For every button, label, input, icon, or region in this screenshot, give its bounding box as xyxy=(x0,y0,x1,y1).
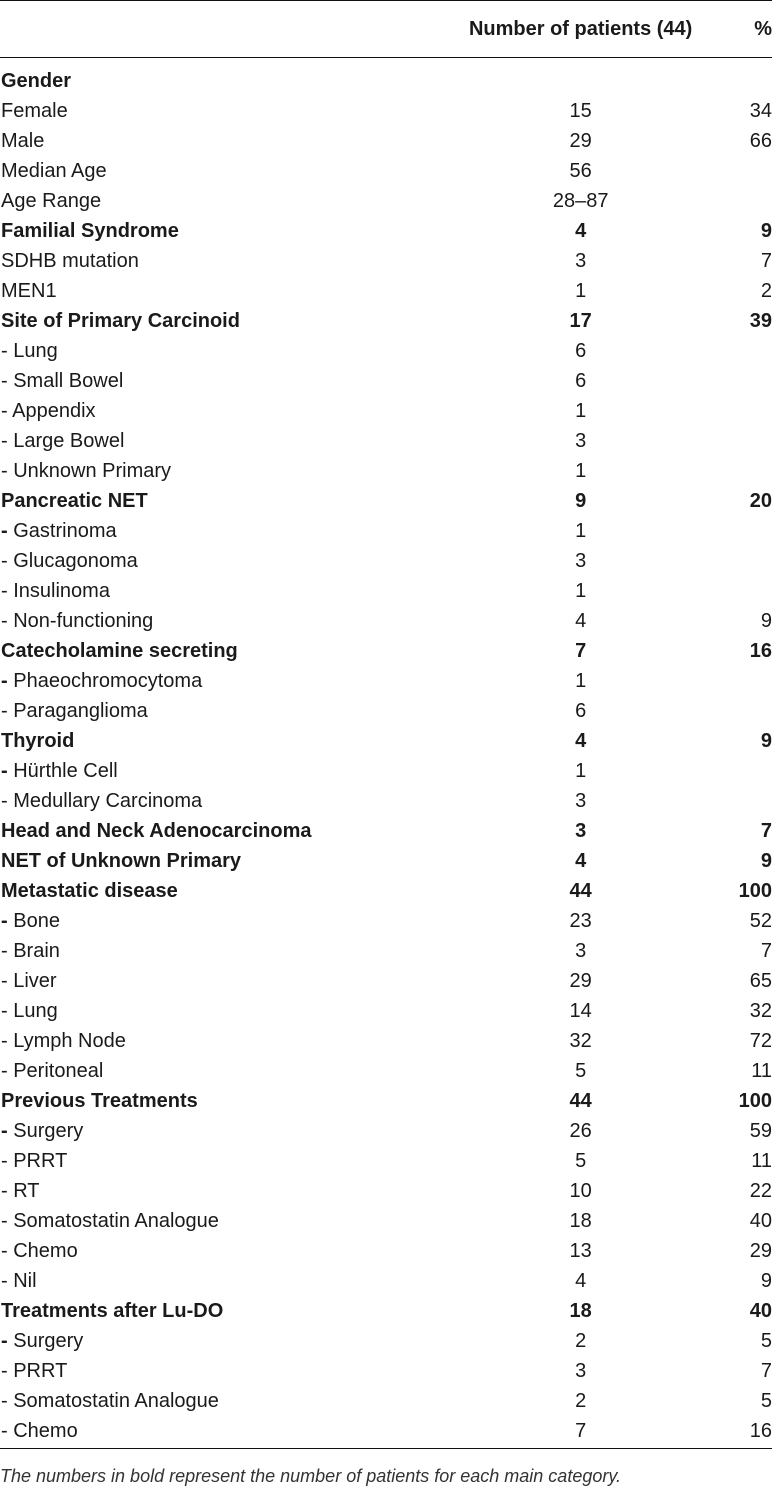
row-number-of-patients: 3 xyxy=(575,429,587,452)
row-number-of-patients: 17 xyxy=(569,309,592,332)
row-label: Catecholamine secreting xyxy=(1,639,238,662)
row-label: - Nil xyxy=(1,1269,37,1292)
row-label: - Lung xyxy=(1,999,58,1022)
row-label: - Hürthle Cell xyxy=(1,759,118,782)
row-number-of-patients: 6 xyxy=(575,699,587,722)
row-label: - Brain xyxy=(1,939,60,962)
table-row xyxy=(0,396,772,426)
table-row xyxy=(0,996,772,1026)
table-row xyxy=(0,1386,772,1416)
table-footnote: The numbers in bold represent the number of patients for each main category. xyxy=(0,1466,622,1486)
table-row xyxy=(0,786,772,816)
row-label: - Unknown Primary xyxy=(1,459,172,482)
bottom-rule xyxy=(0,1448,772,1449)
table-row xyxy=(0,966,772,996)
row-number-of-patients: 44 xyxy=(569,1089,592,1112)
row-label: NET of Unknown Primary xyxy=(1,849,242,872)
row-label: Median Age xyxy=(1,159,107,182)
row-percent: 5 xyxy=(760,1329,772,1352)
row-label: Female xyxy=(1,99,68,122)
row-number-of-patients: 15 xyxy=(569,99,592,122)
row-number-of-patients: 5 xyxy=(575,1149,587,1172)
row-number-of-patients: 2 xyxy=(575,1329,587,1352)
table-row xyxy=(0,276,772,306)
row-number-of-patients: 3 xyxy=(575,1359,587,1382)
row-label: Head and Neck Adenocarcinoma xyxy=(1,819,312,842)
table-row xyxy=(0,756,772,786)
table-row-category xyxy=(0,726,772,756)
table-row-category xyxy=(0,876,772,906)
row-label: Thyroid xyxy=(1,729,75,752)
bold-dash: - xyxy=(1,1329,8,1352)
table-row xyxy=(0,186,772,216)
table-row-category xyxy=(0,1296,772,1326)
row-number-of-patients: 1 xyxy=(575,579,587,602)
row-number-of-patients: 3 xyxy=(575,939,587,962)
row-percent: 5 xyxy=(760,1389,772,1412)
row-number-of-patients: 1 xyxy=(575,459,587,482)
table-row xyxy=(0,1266,772,1296)
row-percent: 16 xyxy=(749,639,772,662)
row-number-of-patients: 4 xyxy=(575,849,587,872)
row-label: - Non-functioning xyxy=(1,609,154,632)
table-row-category xyxy=(0,636,772,666)
table-row xyxy=(0,126,772,156)
row-number-of-patients: 3 xyxy=(575,789,587,812)
row-label: - PRRT xyxy=(1,1359,68,1382)
row-percent: 11 xyxy=(751,1059,772,1082)
row-label: - Glucagonoma xyxy=(1,549,138,572)
row-number-of-patients: 26 xyxy=(569,1119,592,1142)
table-row xyxy=(0,606,772,636)
table-header-row xyxy=(0,1,772,57)
row-percent: 65 xyxy=(749,969,772,992)
row-label: Familial Syndrome xyxy=(1,219,179,242)
row-label: - Large Bowel xyxy=(1,429,125,452)
header-number-of-patients: Number of patients (44) xyxy=(468,17,693,40)
row-percent: 32 xyxy=(749,999,772,1022)
row-number-of-patients: 28–87 xyxy=(552,189,609,212)
row-percent: 7 xyxy=(760,249,772,272)
bold-dash: - xyxy=(1,669,8,692)
row-number-of-patients: 4 xyxy=(575,1269,587,1292)
row-label: Gender xyxy=(1,69,72,92)
row-number-of-patients: 7 xyxy=(575,639,587,662)
row-label: - Phaeochromocytoma xyxy=(1,669,203,692)
row-label: - Paraganglioma xyxy=(1,699,148,722)
row-number-of-patients: 18 xyxy=(569,1209,592,1232)
table-row-category xyxy=(0,216,772,246)
row-label: Male xyxy=(1,129,45,152)
row-label: - Lung xyxy=(1,339,58,362)
row-percent: 11 xyxy=(751,1149,772,1172)
table-row xyxy=(0,906,772,936)
table-row xyxy=(0,1236,772,1266)
row-percent: 39 xyxy=(749,309,772,332)
row-percent: 9 xyxy=(760,609,772,632)
table-row xyxy=(0,1416,772,1446)
table-row-category xyxy=(0,846,772,876)
row-label: - Medullary Carcinoma xyxy=(1,789,203,812)
table-row xyxy=(0,516,772,546)
table-row xyxy=(0,366,772,396)
row-label: - PRRT xyxy=(1,1149,68,1172)
bold-dash: - xyxy=(1,519,8,542)
row-label: - Lymph Node xyxy=(1,1029,126,1052)
row-label: - Insulinoma xyxy=(1,579,110,602)
row-number-of-patients: 13 xyxy=(569,1239,592,1262)
row-percent: 20 xyxy=(749,489,772,512)
row-percent: 7 xyxy=(760,819,772,842)
table-row xyxy=(0,156,772,186)
row-label: - Chemo xyxy=(1,1419,78,1442)
row-number-of-patients: 3 xyxy=(575,249,587,272)
row-percent: 34 xyxy=(749,99,772,122)
row-label: Pancreatic NET xyxy=(1,489,148,512)
table-row xyxy=(0,546,772,576)
table-row xyxy=(0,336,772,366)
row-label: - Surgery xyxy=(1,1329,84,1352)
row-label: Treatments after Lu-DO xyxy=(1,1299,224,1322)
row-number-of-patients: 56 xyxy=(569,159,592,182)
row-number-of-patients: 3 xyxy=(575,549,587,572)
table-row xyxy=(0,576,772,606)
row-label: - Small Bowel xyxy=(1,369,124,392)
row-percent: 9 xyxy=(760,219,772,242)
row-percent: 9 xyxy=(760,849,772,872)
row-percent: 52 xyxy=(749,909,772,932)
bold-dash: - xyxy=(1,759,8,782)
table-row xyxy=(0,936,772,966)
table-row-category xyxy=(0,66,772,96)
table-body xyxy=(0,58,772,1448)
row-number-of-patients: 4 xyxy=(575,609,587,632)
row-percent: 16 xyxy=(749,1419,772,1442)
row-percent: 2 xyxy=(760,279,772,302)
table-row xyxy=(0,1326,772,1356)
table-row xyxy=(0,426,772,456)
row-label: MEN1 xyxy=(1,279,57,302)
table-row xyxy=(0,696,772,726)
table-row xyxy=(0,1176,772,1206)
row-number-of-patients: 1 xyxy=(575,399,587,422)
row-label: - Bone xyxy=(1,909,60,932)
row-percent: 59 xyxy=(749,1119,772,1142)
row-number-of-patients: 1 xyxy=(575,519,587,542)
row-number-of-patients: 23 xyxy=(569,909,592,932)
row-number-of-patients: 4 xyxy=(575,729,587,752)
row-percent: 40 xyxy=(749,1299,772,1322)
row-number-of-patients: 9 xyxy=(575,489,587,512)
row-label: - Surgery xyxy=(1,1119,84,1142)
row-number-of-patients: 2 xyxy=(575,1389,587,1412)
row-number-of-patients: 1 xyxy=(575,279,587,302)
header-percent: % xyxy=(754,17,772,40)
table-row xyxy=(0,1056,772,1086)
table-row xyxy=(0,96,772,126)
row-number-of-patients: 44 xyxy=(569,879,592,902)
table-row xyxy=(0,246,772,276)
row-label: Site of Primary Carcinoid xyxy=(1,309,240,332)
row-number-of-patients: 1 xyxy=(575,759,587,782)
row-number-of-patients: 4 xyxy=(575,219,587,242)
row-label: Previous Treatments xyxy=(1,1089,198,1112)
row-label: Metastatic disease xyxy=(1,879,178,902)
bold-dash: - xyxy=(1,909,8,932)
row-percent: 7 xyxy=(760,1359,772,1382)
table-row xyxy=(0,1356,772,1386)
row-percent: 7 xyxy=(760,939,772,962)
row-percent: 100 xyxy=(738,1089,772,1112)
row-number-of-patients: 6 xyxy=(575,369,587,392)
row-number-of-patients: 1 xyxy=(575,669,587,692)
row-percent: 72 xyxy=(749,1029,772,1052)
row-number-of-patients: 29 xyxy=(569,129,592,152)
table-row-category xyxy=(0,306,772,336)
row-percent: 9 xyxy=(760,1269,772,1292)
row-label: - RT xyxy=(1,1179,40,1202)
table-row xyxy=(0,1026,772,1056)
row-label: - Gastrinoma xyxy=(1,519,117,542)
row-label: - Chemo xyxy=(1,1239,78,1262)
row-number-of-patients: 14 xyxy=(569,999,592,1022)
row-label: Age Range xyxy=(1,189,102,212)
row-percent: 40 xyxy=(749,1209,772,1232)
table-row-category xyxy=(0,1086,772,1116)
table-row xyxy=(0,1116,772,1146)
row-number-of-patients: 6 xyxy=(575,339,587,362)
row-number-of-patients: 10 xyxy=(569,1179,592,1202)
row-label: SDHB mutation xyxy=(1,249,139,272)
table-row xyxy=(0,666,772,696)
row-percent: 29 xyxy=(749,1239,772,1262)
row-percent: 22 xyxy=(749,1179,772,1202)
row-label: - Somatostatin Analogue xyxy=(1,1209,219,1232)
row-number-of-patients: 3 xyxy=(575,819,587,842)
table-row xyxy=(0,1206,772,1236)
row-number-of-patients: 32 xyxy=(569,1029,592,1052)
row-percent: 66 xyxy=(749,129,772,152)
row-label: - Appendix xyxy=(1,399,96,422)
row-percent: 9 xyxy=(760,729,772,752)
row-number-of-patients: 18 xyxy=(569,1299,592,1322)
bold-dash: - xyxy=(1,1119,8,1142)
table-row xyxy=(0,1146,772,1176)
row-number-of-patients: 29 xyxy=(569,969,592,992)
row-percent: 100 xyxy=(738,879,772,902)
row-label: - Peritoneal xyxy=(1,1059,104,1082)
row-number-of-patients: 5 xyxy=(575,1059,587,1082)
table-row-category xyxy=(0,816,772,846)
table-row xyxy=(0,456,772,486)
table-row-category xyxy=(0,486,772,516)
row-label: - Somatostatin Analogue xyxy=(1,1389,219,1412)
row-label: - Liver xyxy=(1,969,57,992)
row-number-of-patients: 7 xyxy=(575,1419,587,1442)
